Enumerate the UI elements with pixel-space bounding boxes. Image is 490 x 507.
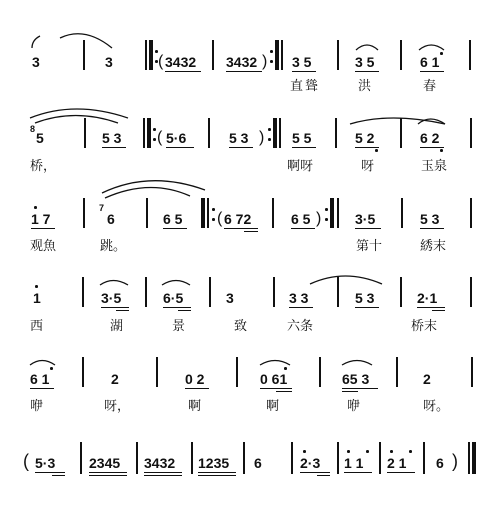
octave-dot [284,367,287,370]
lyric: 洪 [358,79,372,94]
octave-dot [409,450,412,453]
paren: ( [158,53,164,70]
tie [350,118,445,124]
lyric: 啊 [266,399,280,414]
lyric: 聳 [305,79,319,94]
underline [101,307,129,308]
barline [423,442,425,474]
barline [401,198,403,228]
note: 0 61 [260,371,288,387]
barline [281,40,283,70]
underline [355,307,379,308]
repeat-dot [268,128,271,131]
lyric: 桥， [30,159,57,174]
underline [226,71,262,72]
barline [291,442,293,474]
underline [244,231,258,232]
lyric: 咿 [30,399,44,414]
slur [162,281,190,286]
barline [146,198,148,228]
underline [420,147,444,148]
barline [279,118,281,148]
octave-dot [390,450,393,453]
note: 1 1 [344,455,364,471]
slur [356,45,378,50]
octave-dot [303,450,306,453]
barline [83,40,85,70]
lyric: 直 [290,79,304,94]
repeat-barline [149,40,153,70]
slur [342,361,372,366]
repeat-barline [273,118,277,148]
lyric: 春 [423,79,437,94]
underline [387,472,415,473]
repeat-dot [153,128,156,131]
lyric: 啊呀 [287,159,314,174]
barline [400,277,402,307]
underline [89,475,127,476]
repeat-dot [325,218,328,221]
lyric: 景 [172,319,186,334]
slur [102,181,205,193]
octave-dot [50,367,53,370]
slur [35,116,118,124]
underline [116,310,129,311]
underline [185,388,209,389]
underline [224,228,258,229]
lyric: 呀。 [423,399,450,414]
barline [468,442,470,474]
note: 3 3 [289,290,309,306]
barline [145,40,147,70]
lyric: 玉泉 [421,159,448,174]
note: 1235 [198,455,230,471]
lyric: 桥末 [411,319,438,334]
barline [145,277,147,307]
note: 3432 [165,54,197,70]
note: 2 [111,371,119,387]
slur [418,119,445,124]
note: 3 [32,54,40,70]
barline [400,118,402,148]
octave-dot [35,285,38,288]
slur [419,45,444,50]
note: 5·3 [35,455,56,471]
barline [469,40,471,70]
slur [30,109,128,118]
barline [337,198,339,228]
slur [105,187,190,198]
note: 6 [254,455,262,471]
octave-dot [440,149,443,152]
underline [355,147,379,148]
note: 1 7 [31,211,51,227]
barline [337,442,339,474]
note: 5 3 [355,290,375,306]
note: 6 72 [224,211,252,227]
note: 2 [423,371,431,387]
repeat-dot [325,208,328,211]
underline [289,307,313,308]
tie [310,276,382,284]
barline [470,277,472,307]
note: 5 3 [229,130,249,146]
note: 6 [436,455,444,471]
lyric: 咿 [347,399,361,414]
barline [84,118,86,148]
repeat-dot [268,138,271,141]
underline [144,475,182,476]
note: 3432 [144,455,176,471]
barline [156,357,158,387]
underline [344,472,372,473]
barline [191,442,193,474]
octave-dot [440,52,443,55]
lyric: 第十 [356,239,383,254]
octave-dot [375,149,378,152]
underline [432,310,445,311]
note: 6 5 [291,211,311,227]
note: 3 [226,290,234,306]
underline [342,391,358,392]
lyric: 呀 [361,159,375,174]
note: 3·5 [101,290,122,306]
barline [208,118,210,148]
octave-dot [366,450,369,453]
lyric: 跳。 [100,239,127,254]
note: 6 1 [30,371,50,387]
underline [163,307,191,308]
note: 3 [105,54,113,70]
note: 6·5 [163,290,184,306]
lyric: 西 [30,319,44,334]
underline [198,475,236,476]
underline [30,388,54,389]
note: 5 3 [102,130,122,146]
underline [420,228,444,229]
note: 5 2 [355,130,375,146]
underline [166,147,194,148]
underline [420,71,444,72]
lyric: 六条 [287,319,314,334]
paren: ) [316,210,322,227]
octave-dot [34,206,37,209]
underline [317,475,330,476]
barline [379,442,381,474]
note: 3 5 [292,54,312,70]
lyric: 致 [234,319,248,334]
underline [300,472,330,473]
note: 3432 [226,54,258,70]
barline [273,277,275,307]
note: 5 [36,130,44,146]
slur [260,361,290,366]
barline [337,40,339,70]
underline [102,147,126,148]
note: 1 [33,290,41,306]
underline [355,228,381,229]
final-barline [472,442,476,474]
barline [80,442,82,474]
lyric: 观魚 [30,239,57,254]
repeat-dot [270,50,273,53]
underline [198,472,236,473]
underline [31,228,55,229]
grace-note: 8 [30,124,36,134]
barline [83,198,85,228]
barline [236,357,238,387]
note: 5·6 [166,130,187,146]
note: 6 2 [420,130,440,146]
octave-dot [347,450,350,453]
underline [292,147,316,148]
underline [355,71,379,72]
lyric: 綉末 [420,239,447,254]
note: 2·1 [417,290,438,306]
barline [136,442,138,474]
note: 2345 [89,455,121,471]
tie [32,36,40,48]
underline [35,472,65,473]
repeat-dot [212,208,215,211]
slur [100,281,128,286]
underline [52,475,65,476]
underline [89,472,127,473]
barline [207,198,209,228]
underline [165,71,201,72]
barline [272,198,274,228]
barline [337,277,339,307]
grace-note: 7 [99,203,105,213]
barline [319,357,321,387]
underline [229,147,253,148]
note: 65 3 [342,371,370,387]
repeat-dot [212,218,215,221]
note: 5 5 [292,130,312,146]
repeat-dot [153,138,156,141]
repeat-dot [270,60,273,63]
barline [209,277,211,307]
tie [60,34,112,48]
barline [335,118,337,148]
barline [400,40,402,70]
note: 2·3 [300,455,321,471]
repeat-barline [201,198,205,228]
paren: ) [452,451,458,471]
note: 6 5 [163,211,183,227]
barline [212,40,214,70]
barline [471,357,473,387]
paren: ) [262,53,268,70]
barline [470,198,472,228]
note: 2 1 [387,455,407,471]
barline [82,277,84,307]
underline [342,388,378,389]
lyric: 呀， [104,399,131,414]
note: 3 5 [355,54,375,70]
barline [396,357,398,387]
slur [30,361,55,366]
repeat-barline [275,40,279,70]
underline [291,228,315,229]
barline [470,118,472,148]
paren: ( [23,451,29,471]
lyric: 湖 [110,319,124,334]
lyric: 啊 [188,399,202,414]
underline [417,307,445,308]
underline [276,391,292,392]
underline [178,310,191,311]
underline [144,472,182,473]
barline [82,357,84,387]
paren: ( [157,129,163,146]
note: 6 [107,211,115,227]
repeat-barline [330,198,334,228]
underline [292,71,316,72]
note: 5 3 [420,211,440,227]
note: 6 1 [420,54,440,70]
note: 3·5 [355,211,376,227]
barline [243,442,245,474]
repeat-barline [147,118,151,148]
paren: ( [217,210,223,227]
underline [260,388,292,389]
paren: ) [259,129,265,146]
underline [163,228,187,229]
note: 0 2 [185,371,205,387]
barline [143,118,145,148]
